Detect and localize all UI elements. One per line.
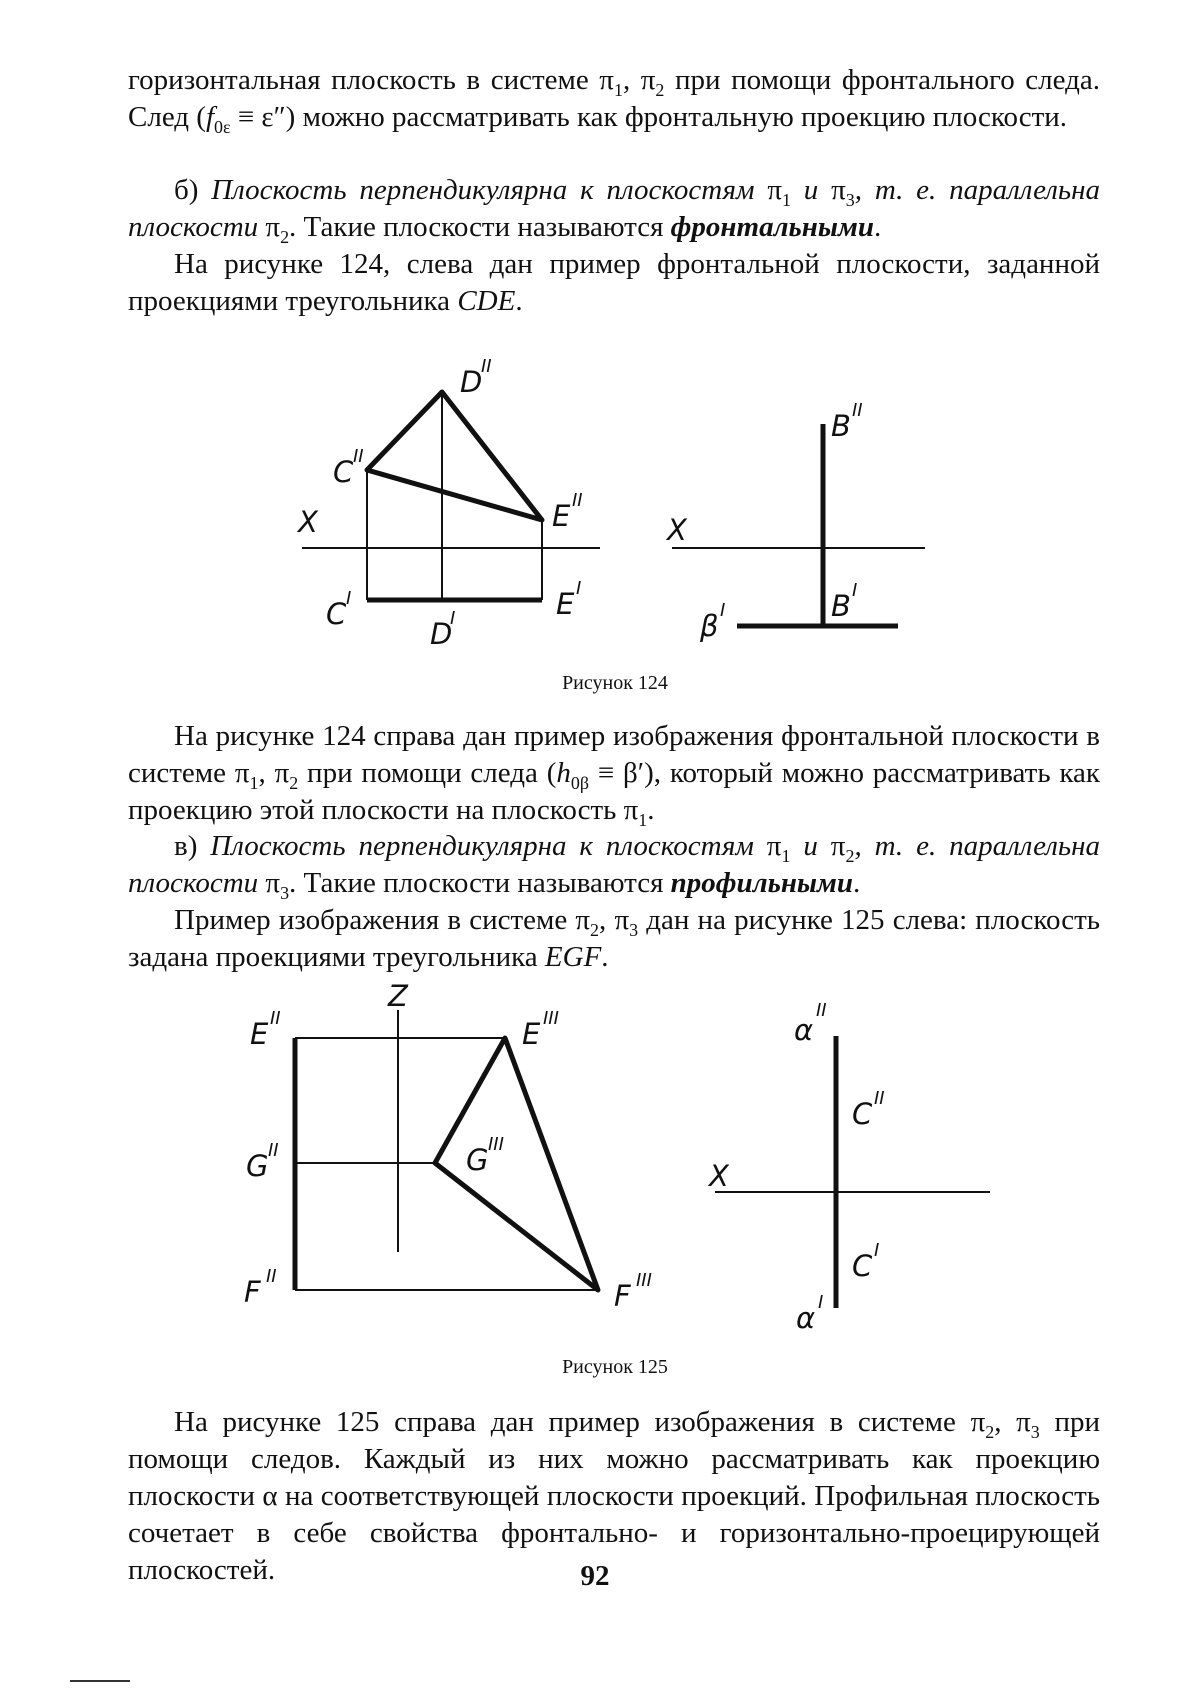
svg-text:I: I bbox=[720, 600, 726, 621]
x-axis-label: X bbox=[667, 513, 687, 547]
z-axis-label: Z bbox=[388, 979, 408, 1013]
svg-text:F: F bbox=[244, 1275, 261, 1309]
label-f2 bbox=[244, 1266, 277, 1309]
paragraph-6: Пример изображения в системе $\pi_2$, $\pi_3$ дан на рисунке 125 слева: плоскость задана проекциями треугольника EGF. bbox=[128, 904, 1101, 973]
svg-text:II: II bbox=[874, 1088, 885, 1109]
label-alpha1 bbox=[796, 1292, 823, 1335]
svg-text:C: C bbox=[852, 1097, 873, 1131]
triangle-egf-profile bbox=[435, 1038, 598, 1290]
svg-text:E: E bbox=[552, 499, 571, 533]
svg-text:G: G bbox=[246, 1149, 269, 1183]
label-f3 bbox=[614, 1270, 652, 1313]
svg-text:II: II bbox=[816, 1000, 827, 1021]
svg-text:II: II bbox=[481, 356, 492, 377]
svg-text:II: II bbox=[852, 400, 863, 421]
svg-text:II: II bbox=[266, 1266, 277, 1287]
svg-text:I: I bbox=[346, 588, 352, 609]
figure-125-caption: Рисунок 125 bbox=[562, 1356, 668, 1378]
svg-text:C: C bbox=[852, 1249, 873, 1283]
label-g3 bbox=[466, 1134, 504, 1177]
figure-124-caption: Рисунок 124 bbox=[562, 672, 668, 694]
svg-text:E: E bbox=[522, 1017, 541, 1051]
svg-text:α: α bbox=[794, 1013, 814, 1047]
svg-text:B: B bbox=[831, 589, 851, 623]
svg-text:I: I bbox=[874, 1240, 880, 1261]
svg-text:I: I bbox=[576, 578, 582, 599]
svg-text:β: β bbox=[700, 609, 719, 643]
x-axis-label: X bbox=[298, 505, 318, 539]
svg-text:II: II bbox=[572, 490, 583, 511]
paragraph-7: На рисунке 125 справа дан пример изображения в системе $\pi_2$, $\pi_3$ при помощи следов. Каждый из них можно рассматривать как проекцию плоскости α на соответствующей плоскости проекций. Профильная плоскость сочетает в себе свойства фронтально- и горизонтально-проецирующей плоскостей. bbox=[128, 1406, 1100, 1586]
svg-text:B: B bbox=[831, 409, 851, 443]
svg-text:E: E bbox=[556, 587, 575, 621]
paragraph-1: горизонтальная плоскость в системе $\pi_1$, $\pi_2$ при помощи фронтального следа. След $(f_{0\varepsilon} \equiv \varepsilon'')$ можно рассматривать как фронтальную проекцию плоскости. bbox=[128, 64, 1100, 137]
paragraph-2: б) Плоскость перпендикулярна к плоскостям $\pi_1$ и $\pi_3$, т. е. параллельна плоскости $\pi_2$. Такие плоскости называются фронтальными. bbox=[128, 174, 1101, 247]
svg-text:C: C bbox=[333, 455, 354, 489]
figure-125-left bbox=[244, 979, 652, 1313]
svg-text:III: III bbox=[543, 1008, 559, 1029]
label-e2 bbox=[250, 1008, 281, 1051]
svg-text:C: C bbox=[326, 597, 347, 631]
label-c1 bbox=[852, 1240, 879, 1283]
figure-125-right bbox=[707, 1000, 990, 1335]
svg-text:E: E bbox=[250, 1017, 269, 1051]
svg-text:D: D bbox=[460, 365, 483, 399]
svg-text:III: III bbox=[488, 1134, 504, 1155]
svg-text:III: III bbox=[636, 1270, 652, 1291]
svg-text:F: F bbox=[614, 1279, 631, 1313]
svg-text:II: II bbox=[353, 446, 364, 467]
svg-text:D: D bbox=[430, 617, 453, 651]
page-number: 92 bbox=[580, 1560, 610, 1592]
x-axis-label: X bbox=[709, 1159, 729, 1193]
svg-text:I: I bbox=[818, 1292, 824, 1313]
paragraph-4: На рисунке 124 справа дан пример изображения фронтальной плоскости в системе $\pi_1$, $\pi_2$ при помощи следа $(h_{0\beta} \equiv \beta')$, который можно рассматривать как проекцию этой плоскости на плоскость $\pi_1$. bbox=[128, 720, 1100, 830]
svg-text:G: G bbox=[466, 1143, 489, 1177]
label-g2 bbox=[246, 1140, 279, 1183]
svg-text:I: I bbox=[450, 608, 456, 629]
label-e3 bbox=[522, 1008, 559, 1051]
svg-text:II: II bbox=[268, 1140, 279, 1161]
label-c2 bbox=[852, 1088, 885, 1131]
svg-text:α: α bbox=[796, 1301, 816, 1335]
label-alpha2 bbox=[794, 1000, 827, 1047]
paragraph-3: На рисунке 124, слева дан пример фронтальной плоскости, заданной проекциями треугольника CDE. bbox=[128, 248, 1100, 317]
paragraph-5: в) Плоскость перпендикулярна к плоскостям $\pi_1$ и $\pi_2$, т. е. параллельна плоскости $\pi_3$. Такие плоскости называются профильными. bbox=[128, 830, 1101, 903]
svg-text:II: II bbox=[270, 1008, 281, 1029]
svg-text:I: I bbox=[852, 580, 858, 601]
